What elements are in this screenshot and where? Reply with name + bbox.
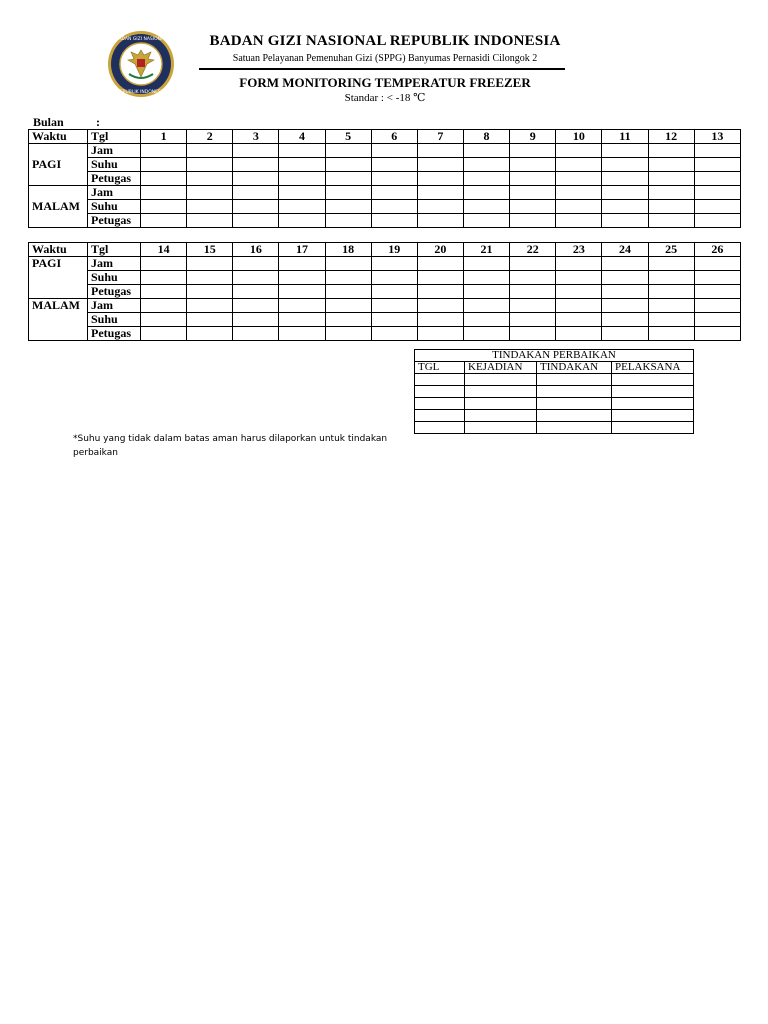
- input-cell[interactable]: [417, 271, 463, 285]
- input-cell[interactable]: [233, 144, 279, 158]
- input-cell[interactable]: [463, 186, 509, 200]
- input-cell[interactable]: [556, 313, 602, 327]
- input-cell[interactable]: [537, 410, 612, 422]
- input-cell[interactable]: [648, 271, 694, 285]
- input-cell[interactable]: [141, 158, 187, 172]
- input-cell[interactable]: [325, 158, 371, 172]
- input-cell[interactable]: [465, 410, 537, 422]
- table-row: [29, 313, 741, 327]
- input-cell[interactable]: [325, 271, 371, 285]
- input-cell[interactable]: [417, 285, 463, 299]
- input-cell[interactable]: [465, 386, 537, 398]
- input-cell[interactable]: [415, 410, 465, 422]
- tgl-header: Tgl: [88, 243, 141, 257]
- waktu-header: Waktu: [29, 130, 88, 144]
- day-header: 24: [602, 243, 648, 257]
- input-cell[interactable]: [648, 257, 694, 271]
- input-cell[interactable]: [510, 172, 556, 186]
- input-cell[interactable]: [694, 214, 740, 228]
- input-cell[interactable]: [556, 299, 602, 313]
- input-cell[interactable]: [141, 271, 187, 285]
- col-tgl: TGL: [415, 362, 465, 374]
- input-cell[interactable]: [510, 158, 556, 172]
- input-cell[interactable]: [556, 144, 602, 158]
- input-cell[interactable]: [187, 313, 233, 327]
- input-cell[interactable]: [648, 200, 694, 214]
- row-label-suhu: Suhu: [88, 313, 141, 327]
- input-cell[interactable]: [233, 285, 279, 299]
- input-cell[interactable]: [465, 398, 537, 410]
- table-row: [29, 172, 741, 186]
- row-label-suhu: Suhu: [88, 158, 141, 172]
- day-header: 12: [648, 130, 694, 144]
- input-cell[interactable]: [694, 200, 740, 214]
- input-cell[interactable]: [141, 214, 187, 228]
- unit-subtitle: Satuan Pelayanan Pemenuhan Gizi (SPPG) Banyumas Pernasidi Cilongok 2: [232, 53, 538, 64]
- input-cell[interactable]: [187, 158, 233, 172]
- input-cell[interactable]: [141, 257, 187, 271]
- input-cell[interactable]: [510, 144, 556, 158]
- input-cell[interactable]: [510, 257, 556, 271]
- input-cell[interactable]: [602, 313, 648, 327]
- input-cell[interactable]: [325, 144, 371, 158]
- pagi-label: PAGI: [29, 257, 88, 299]
- input-cell[interactable]: [465, 422, 537, 434]
- input-cell[interactable]: [233, 327, 279, 341]
- input-cell[interactable]: [648, 313, 694, 327]
- input-cell[interactable]: [648, 327, 694, 341]
- day-header: 4: [279, 130, 325, 144]
- input-cell[interactable]: [694, 257, 740, 271]
- col-tindakan: TINDAKAN: [537, 362, 612, 374]
- input-cell[interactable]: [602, 271, 648, 285]
- input-cell[interactable]: [371, 214, 417, 228]
- day-header: 21: [463, 243, 509, 257]
- input-cell[interactable]: [648, 144, 694, 158]
- day-header: 6: [371, 130, 417, 144]
- day-header: 1: [141, 130, 187, 144]
- input-cell[interactable]: [694, 158, 740, 172]
- day-header: 8: [463, 130, 509, 144]
- input-cell[interactable]: [187, 186, 233, 200]
- day-header: 25: [648, 243, 694, 257]
- footnote: *Suhu yang tidak dalam batas aman harus dilaporkan untuk tindakan perbaikan: [73, 434, 388, 458]
- input-cell[interactable]: [187, 172, 233, 186]
- bulan-label: Bulan: [33, 115, 64, 129]
- input-cell[interactable]: [694, 299, 740, 313]
- day-header: 17: [279, 243, 325, 257]
- input-cell[interactable]: [187, 257, 233, 271]
- table-row: [415, 386, 694, 398]
- col-pelaksana: PELAKSANA: [612, 362, 694, 374]
- input-cell[interactable]: [279, 271, 325, 285]
- input-cell[interactable]: [510, 285, 556, 299]
- table-row: [415, 422, 694, 434]
- col-kejadian: KEJADIAN: [465, 362, 537, 374]
- table-header-row: [29, 130, 741, 144]
- input-cell[interactable]: [187, 271, 233, 285]
- input-cell[interactable]: [233, 172, 279, 186]
- input-cell[interactable]: [415, 422, 465, 434]
- input-cell[interactable]: [537, 398, 612, 410]
- input-cell[interactable]: [465, 374, 537, 386]
- input-cell[interactable]: [694, 327, 740, 341]
- input-cell[interactable]: [463, 172, 509, 186]
- input-cell[interactable]: [371, 200, 417, 214]
- input-cell[interactable]: [463, 313, 509, 327]
- day-header: 7: [417, 130, 463, 144]
- input-cell[interactable]: [187, 214, 233, 228]
- day-header: 26: [694, 243, 740, 257]
- input-cell[interactable]: [648, 285, 694, 299]
- row-label-suhu: Suhu: [88, 200, 141, 214]
- table-row: [29, 285, 741, 299]
- input-cell[interactable]: [612, 398, 694, 410]
- input-cell[interactable]: [602, 285, 648, 299]
- input-cell[interactable]: [279, 158, 325, 172]
- input-cell[interactable]: [417, 299, 463, 313]
- table-row: [415, 398, 694, 410]
- day-header: 13: [694, 130, 740, 144]
- input-cell[interactable]: [141, 186, 187, 200]
- input-cell[interactable]: [325, 285, 371, 299]
- row-label-jam: Jam: [88, 186, 141, 200]
- input-cell[interactable]: [510, 200, 556, 214]
- tindakan-title: TINDAKAN PERBAIKAN: [415, 350, 694, 362]
- day-header: 19: [371, 243, 417, 257]
- table-row: [29, 327, 741, 341]
- input-cell[interactable]: [556, 214, 602, 228]
- input-cell[interactable]: [233, 214, 279, 228]
- monitoring-table-1: [28, 129, 741, 228]
- input-cell[interactable]: [325, 327, 371, 341]
- input-cell[interactable]: [510, 186, 556, 200]
- input-cell[interactable]: [556, 172, 602, 186]
- input-cell[interactable]: [417, 158, 463, 172]
- input-cell[interactable]: [648, 172, 694, 186]
- input-cell[interactable]: [648, 186, 694, 200]
- monitoring-table-2: [28, 242, 741, 341]
- form-title: FORM MONITORING TEMPERATUR FREEZER: [239, 75, 531, 90]
- input-cell[interactable]: [463, 257, 509, 271]
- input-cell[interactable]: [537, 422, 612, 434]
- input-cell[interactable]: [187, 285, 233, 299]
- input-cell[interactable]: [648, 214, 694, 228]
- input-cell[interactable]: [537, 374, 612, 386]
- input-cell[interactable]: [612, 410, 694, 422]
- input-cell[interactable]: [510, 271, 556, 285]
- input-cell[interactable]: [325, 313, 371, 327]
- input-cell[interactable]: [279, 172, 325, 186]
- input-cell[interactable]: [279, 214, 325, 228]
- tgl-header: Tgl: [88, 130, 141, 144]
- input-cell[interactable]: [612, 422, 694, 434]
- table-row: [29, 144, 741, 158]
- day-header: 10: [556, 130, 602, 144]
- row-label-jam: Jam: [88, 144, 141, 158]
- input-cell[interactable]: [371, 327, 417, 341]
- input-cell[interactable]: [602, 200, 648, 214]
- input-cell[interactable]: [602, 186, 648, 200]
- input-cell[interactable]: [141, 285, 187, 299]
- input-cell[interactable]: [556, 186, 602, 200]
- input-cell[interactable]: [325, 200, 371, 214]
- input-cell[interactable]: [141, 172, 187, 186]
- input-cell[interactable]: [463, 144, 509, 158]
- input-cell[interactable]: [417, 186, 463, 200]
- input-cell[interactable]: [417, 327, 463, 341]
- input-cell[interactable]: [556, 285, 602, 299]
- row-label-suhu: Suhu: [88, 271, 141, 285]
- row-label-petugas: Petugas: [88, 327, 141, 341]
- standard-text: Standar : < -18 ℃: [344, 92, 426, 104]
- input-cell[interactable]: [141, 144, 187, 158]
- input-cell[interactable]: [141, 200, 187, 214]
- input-cell[interactable]: [141, 327, 187, 341]
- tindakan-perbaikan-table: [414, 349, 694, 434]
- input-cell[interactable]: [187, 144, 233, 158]
- input-cell[interactable]: [187, 200, 233, 214]
- input-cell[interactable]: [279, 327, 325, 341]
- day-header: 22: [510, 243, 556, 257]
- input-cell[interactable]: [602, 158, 648, 172]
- input-cell[interactable]: [187, 327, 233, 341]
- input-cell[interactable]: [371, 271, 417, 285]
- input-cell[interactable]: [463, 327, 509, 341]
- waktu-header: Waktu: [29, 243, 88, 257]
- input-cell[interactable]: [602, 214, 648, 228]
- input-cell[interactable]: [602, 172, 648, 186]
- day-header: 15: [187, 243, 233, 257]
- input-cell[interactable]: [537, 386, 612, 398]
- input-cell[interactable]: [233, 200, 279, 214]
- input-cell[interactable]: [463, 200, 509, 214]
- input-cell[interactable]: [510, 313, 556, 327]
- row-label-petugas: Petugas: [88, 214, 141, 228]
- input-cell[interactable]: [417, 214, 463, 228]
- input-cell[interactable]: [279, 285, 325, 299]
- day-header: 3: [233, 130, 279, 144]
- input-cell[interactable]: [556, 327, 602, 341]
- input-cell[interactable]: [141, 313, 187, 327]
- input-cell[interactable]: [371, 172, 417, 186]
- input-cell[interactable]: [233, 257, 279, 271]
- input-cell[interactable]: [510, 214, 556, 228]
- day-header: 16: [233, 243, 279, 257]
- input-cell[interactable]: [694, 144, 740, 158]
- input-cell[interactable]: [556, 257, 602, 271]
- input-cell[interactable]: [417, 200, 463, 214]
- day-header: 23: [556, 243, 602, 257]
- input-cell[interactable]: [371, 186, 417, 200]
- input-cell[interactable]: [371, 313, 417, 327]
- input-cell[interactable]: [371, 285, 417, 299]
- day-header: 9: [510, 130, 556, 144]
- day-header: 11: [602, 130, 648, 144]
- input-cell[interactable]: [279, 299, 325, 313]
- input-cell[interactable]: [371, 144, 417, 158]
- table-row: [29, 158, 741, 172]
- input-cell[interactable]: [187, 299, 233, 313]
- input-cell[interactable]: [602, 299, 648, 313]
- table-row: [29, 271, 741, 285]
- logo-ring-text-bottom: REPUBLIK INDONESIA: [116, 90, 166, 95]
- input-cell[interactable]: [463, 299, 509, 313]
- input-cell[interactable]: [417, 257, 463, 271]
- malam-label: MALAM: [29, 186, 88, 228]
- bulan-colon: :: [96, 115, 100, 129]
- input-cell[interactable]: [371, 299, 417, 313]
- organization-title: BADAN GIZI NASIONAL REPUBLIK INDONESIA: [209, 33, 561, 49]
- table-header-row: [29, 243, 741, 257]
- table-row: [29, 214, 741, 228]
- input-cell[interactable]: [233, 158, 279, 172]
- input-cell[interactable]: [371, 158, 417, 172]
- input-cell[interactable]: [279, 186, 325, 200]
- input-cell[interactable]: [415, 374, 465, 386]
- row-label-petugas: Petugas: [88, 285, 141, 299]
- input-cell[interactable]: [141, 299, 187, 313]
- input-cell[interactable]: [612, 386, 694, 398]
- day-header: 14: [141, 243, 187, 257]
- input-cell[interactable]: [233, 186, 279, 200]
- input-cell[interactable]: [417, 144, 463, 158]
- table-row: [415, 374, 694, 386]
- day-header: 5: [325, 130, 371, 144]
- input-cell[interactable]: [279, 257, 325, 271]
- pagi-label: PAGI: [29, 144, 88, 186]
- input-cell[interactable]: [279, 200, 325, 214]
- input-cell[interactable]: [279, 313, 325, 327]
- input-cell[interactable]: [556, 271, 602, 285]
- input-cell[interactable]: [233, 313, 279, 327]
- row-label-petugas: Petugas: [88, 172, 141, 186]
- input-cell[interactable]: [417, 172, 463, 186]
- table-row: [29, 186, 741, 200]
- input-cell[interactable]: [415, 386, 465, 398]
- day-header: 2: [187, 130, 233, 144]
- input-cell[interactable]: [463, 214, 509, 228]
- input-cell[interactable]: [463, 285, 509, 299]
- input-cell[interactable]: [325, 172, 371, 186]
- table-header-row: [415, 362, 694, 374]
- input-cell[interactable]: [556, 200, 602, 214]
- table-row: [29, 299, 741, 313]
- input-cell[interactable]: [612, 374, 694, 386]
- input-cell[interactable]: [463, 158, 509, 172]
- malam-label: MALAM: [29, 299, 88, 341]
- input-cell[interactable]: [694, 285, 740, 299]
- table-row: [29, 200, 741, 214]
- input-cell[interactable]: [415, 398, 465, 410]
- input-cell[interactable]: [233, 299, 279, 313]
- input-cell[interactable]: [325, 186, 371, 200]
- header-divider: [199, 68, 565, 70]
- input-cell[interactable]: [417, 313, 463, 327]
- day-header: 20: [417, 243, 463, 257]
- input-cell[interactable]: [510, 299, 556, 313]
- input-cell[interactable]: [325, 214, 371, 228]
- table-row: [29, 257, 741, 271]
- input-cell[interactable]: [510, 327, 556, 341]
- table-row: [415, 410, 694, 422]
- input-cell[interactable]: [602, 257, 648, 271]
- input-cell[interactable]: [556, 158, 602, 172]
- row-label-jam: Jam: [88, 257, 141, 271]
- input-cell[interactable]: [233, 271, 279, 285]
- input-cell[interactable]: [325, 299, 371, 313]
- bgn-emblem-logo: [107, 30, 175, 98]
- input-cell[interactable]: [694, 186, 740, 200]
- logo-ring-text-top: BADAN GIZI NASIONAL: [115, 37, 167, 42]
- input-cell[interactable]: [602, 144, 648, 158]
- input-cell[interactable]: [648, 299, 694, 313]
- day-header: 18: [325, 243, 371, 257]
- input-cell[interactable]: [279, 144, 325, 158]
- input-cell[interactable]: [694, 271, 740, 285]
- input-cell[interactable]: [694, 313, 740, 327]
- input-cell[interactable]: [602, 327, 648, 341]
- input-cell[interactable]: [325, 257, 371, 271]
- input-cell[interactable]: [648, 158, 694, 172]
- input-cell[interactable]: [694, 172, 740, 186]
- input-cell[interactable]: [371, 257, 417, 271]
- row-label-jam: Jam: [88, 299, 141, 313]
- input-cell[interactable]: [463, 271, 509, 285]
